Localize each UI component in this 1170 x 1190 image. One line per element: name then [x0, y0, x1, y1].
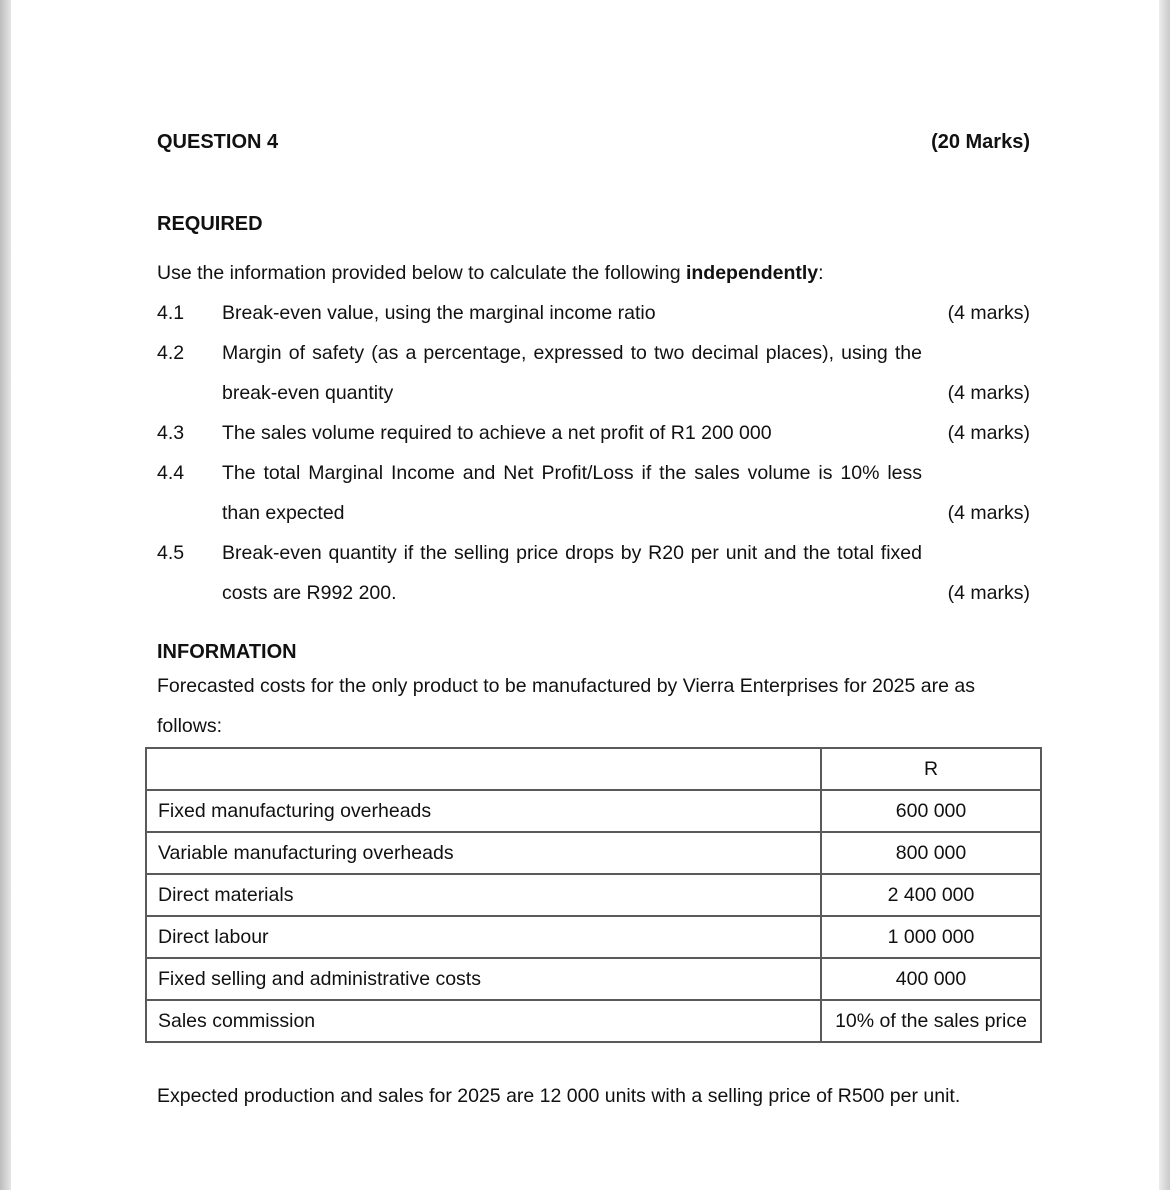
- table-row: [146, 832, 1041, 874]
- item-marks: (4 marks): [947, 302, 1030, 324]
- item-text: The sales volume required to achieve a net profit of R1 200 000: [222, 422, 772, 444]
- item-text: The total Marginal Income and Net Profit/Loss if the sales volume is 10% less than expected: [222, 462, 922, 524]
- table-header-currency: R: [821, 748, 1041, 790]
- list-item: [157, 453, 1030, 533]
- cost-value: 10% of the sales price: [821, 1000, 1041, 1042]
- table-row: [146, 790, 1041, 832]
- item-number: 4.2: [157, 342, 185, 364]
- document-page: [157, 0, 1030, 1116]
- item-text: Break-even quantity if the selling price drops by R20 per unit and the total fixed costs are R992 200.: [222, 542, 922, 604]
- item-marks: (4 marks): [947, 382, 1030, 404]
- page-edge-shadow-right: [1159, 0, 1170, 1190]
- forecast-cost-table: [145, 747, 1042, 1043]
- item-marks: (4 marks): [947, 582, 1030, 604]
- table-row: [146, 916, 1041, 958]
- cost-label: Fixed manufacturing overheads: [146, 790, 821, 832]
- item-number: 4.4: [157, 462, 185, 484]
- question-header: [157, 131, 1030, 153]
- intro-text-suffix: :: [818, 262, 824, 284]
- cost-value: 600 000: [821, 790, 1041, 832]
- list-item: [157, 333, 1030, 413]
- information-intro: Forecasted costs for the only product to be manufactured by Vierra Enterprises for 2025 are as follows:: [157, 675, 975, 737]
- cost-value: 2 400 000: [821, 874, 1041, 916]
- table-row: [146, 874, 1041, 916]
- cost-value: 1 000 000: [821, 916, 1041, 958]
- item-marks: (4 marks): [947, 422, 1030, 444]
- table-row: [146, 1000, 1041, 1042]
- item-number: 4.1: [157, 302, 185, 324]
- table-header-empty-cell: [146, 748, 821, 790]
- item-number: 4.5: [157, 542, 185, 564]
- table-header-row: [146, 748, 1041, 790]
- item-text: Margin of safety (as a percentage, expressed to two decimal places), using the break-even quantity: [222, 342, 922, 404]
- list-item: [157, 533, 1030, 613]
- page-edge-shadow-left: [0, 0, 11, 1190]
- item-marks: (4 marks): [947, 502, 1030, 524]
- required-intro: [157, 253, 1030, 293]
- table-row: [146, 958, 1041, 1000]
- cost-label: Direct materials: [146, 874, 821, 916]
- cost-label: Sales commission: [146, 1000, 821, 1042]
- expected-production-note: Expected production and sales for 2025 are 12 000 units with a selling price of R500 per unit.: [157, 1085, 961, 1107]
- list-item: [157, 413, 1030, 453]
- information-heading: INFORMATION: [157, 641, 297, 663]
- item-number: 4.3: [157, 422, 185, 444]
- question-title: QUESTION 4: [157, 131, 279, 153]
- intro-text-prefix: Use the information provided below to calculate the following: [157, 262, 686, 284]
- cost-label: Variable manufacturing overheads: [146, 832, 821, 874]
- cost-label: Fixed selling and administrative costs: [146, 958, 821, 1000]
- intro-text-bold: independently: [685, 262, 819, 284]
- required-items-list: [157, 293, 1030, 613]
- required-heading: REQUIRED: [157, 213, 263, 235]
- cost-value: 400 000: [821, 958, 1041, 1000]
- cost-label: Direct labour: [146, 916, 821, 958]
- cost-value: 800 000: [821, 832, 1041, 874]
- question-total-marks: (20 Marks): [931, 131, 1030, 153]
- list-item: [157, 293, 1030, 333]
- item-text: Break-even value, using the marginal income ratio: [222, 302, 656, 324]
